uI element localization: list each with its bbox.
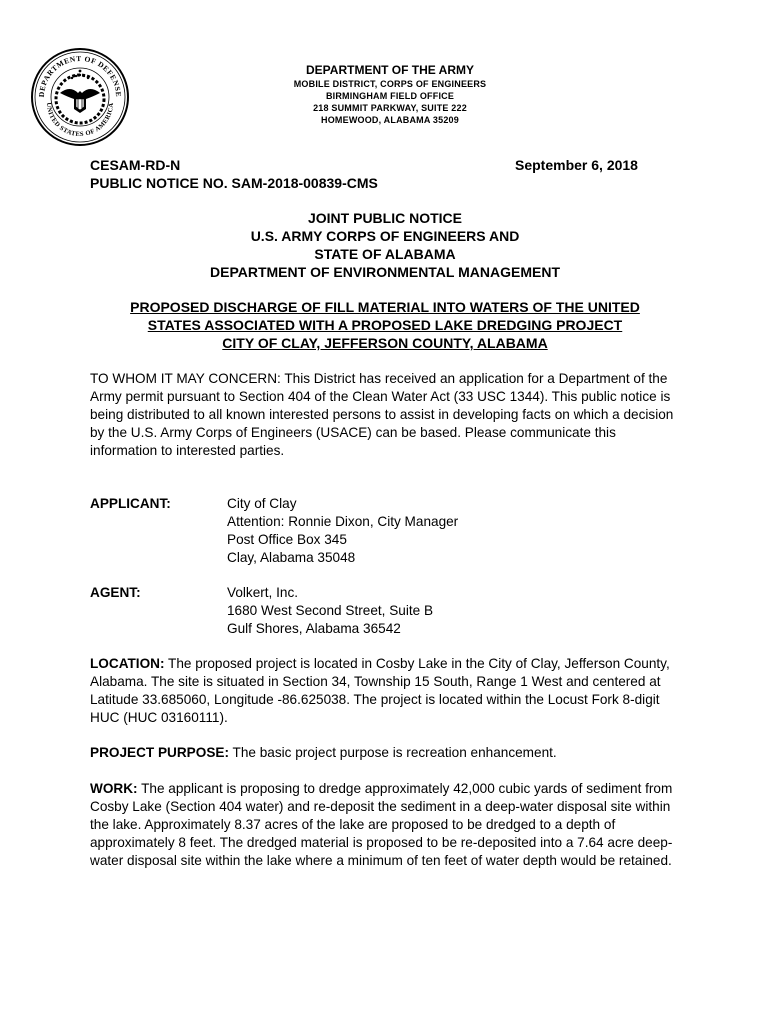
department-of-defense-seal-icon: [30, 47, 130, 147]
letterhead: [250, 62, 530, 126]
applicant-line-3: Post Office Box 345: [227, 532, 347, 547]
agent-line-1: Volkert, Inc.: [227, 585, 299, 600]
work-label: WORK:: [90, 781, 138, 796]
location-text: The proposed project is located in Cosby Lake in the City of Clay, Jefferson County, Alabama. The site is situated in Section 34, Township 15 South, Range 1 West and centered at Latitude 33.685060, Longitude -86.625038. The project is located within the Locust Fork 8-digit HUC (HUC 03160111).: [90, 656, 670, 725]
joint-notice-line-2: U.S. ARMY CORPS OF ENGINEERS AND: [250, 228, 520, 244]
applicant-line-4: Clay, Alabama 35048: [227, 550, 356, 565]
applicant-line-1: City of Clay: [227, 496, 297, 511]
applicant-address: [227, 495, 458, 567]
notice-date: September 6, 2018: [515, 157, 638, 173]
agent-address: [227, 584, 433, 638]
joint-notice-line-4: DEPARTMENT OF ENVIRONMENTAL MANAGEMENT: [210, 264, 560, 280]
joint-notice-heading: [90, 209, 680, 281]
applicant-label: APPLICANT:: [90, 496, 171, 511]
letterhead-line-2: BIRMINGHAM FIELD OFFICE: [325, 91, 455, 101]
purpose-label: PROJECT PURPOSE:: [90, 745, 229, 760]
project-title-line-1: PROPOSED DISCHARGE OF FILL MATERIAL INTO WATERS OF THE UNITED: [130, 299, 640, 315]
public-notice-number: PUBLIC NOTICE NO. SAM-2018-00839-CMS: [90, 175, 378, 191]
applicant-line-2: Attention: Ronnie Dixon, City Manager: [227, 514, 459, 529]
seal-bottom-text: UNITED STATES OF AMERICA: [44, 102, 116, 139]
work-text: The applicant is proposing to dredge approximately 42,000 cubic yards of sediment from Cosby Lake (Section 404 water) and re-deposit the sediment in a deep-water disposal site within the lake. Approximately 8.37 acres of the lake are proposed to be dredged to a depth of approximately 8 feet. The dredged material is proposed to be re-deposited into a 7.64 acre deep-water disposal site within the lake where a minimum of ten feet of water depth would be retained.: [90, 781, 673, 868]
intro-paragraph: TO WHOM IT MAY CONCERN: This District has received an application for a Department of the Army permit pursuant to Section 404 of the Clean Water Act (33 USC 1344). This public notice is being distributed to all known interested persons to assist in developing facts on which a decision by the U.S. Army Corps of Engineers (USACE) can be based. Please communicate this information to interested parties.: [90, 371, 674, 458]
location-paragraph: [90, 655, 680, 727]
department-name: DEPARTMENT OF THE ARMY: [306, 63, 474, 77]
purpose-paragraph: [90, 744, 680, 762]
work-paragraph: [90, 780, 680, 870]
agent-line-2: 1680 West Second Street, Suite B: [227, 603, 434, 618]
letterhead-line-4: HOMEWOOD, ALABAMA 35209: [321, 115, 459, 125]
joint-notice-line-3: STATE OF ALABAMA: [314, 246, 456, 262]
agent-line-3: Gulf Shores, Alabama 36542: [227, 621, 401, 636]
project-title-line-2: STATES ASSOCIATED WITH A PROPOSED LAKE DREDGING PROJECT: [147, 317, 623, 333]
office-symbol: CESAM-RD-N: [90, 157, 181, 173]
project-title: [90, 298, 680, 352]
purpose-text: The basic project purpose is recreation enhancement.: [228, 745, 557, 760]
project-title-line-3: CITY OF CLAY, JEFFERSON COUNTY, ALABAMA: [222, 335, 548, 351]
letterhead-line-3: 218 SUMMIT PARKWAY, SUITE 222: [313, 103, 467, 113]
agent-label: AGENT:: [90, 585, 141, 600]
seal-top-text: DEPARTMENT OF DEFENSE: [36, 53, 124, 98]
location-label: LOCATION:: [90, 656, 165, 671]
letterhead-line-1: MOBILE DISTRICT, CORPS OF ENGINEERS: [293, 79, 487, 89]
joint-notice-line-1: JOINT PUBLIC NOTICE: [307, 210, 462, 226]
reference-block: [90, 156, 378, 192]
